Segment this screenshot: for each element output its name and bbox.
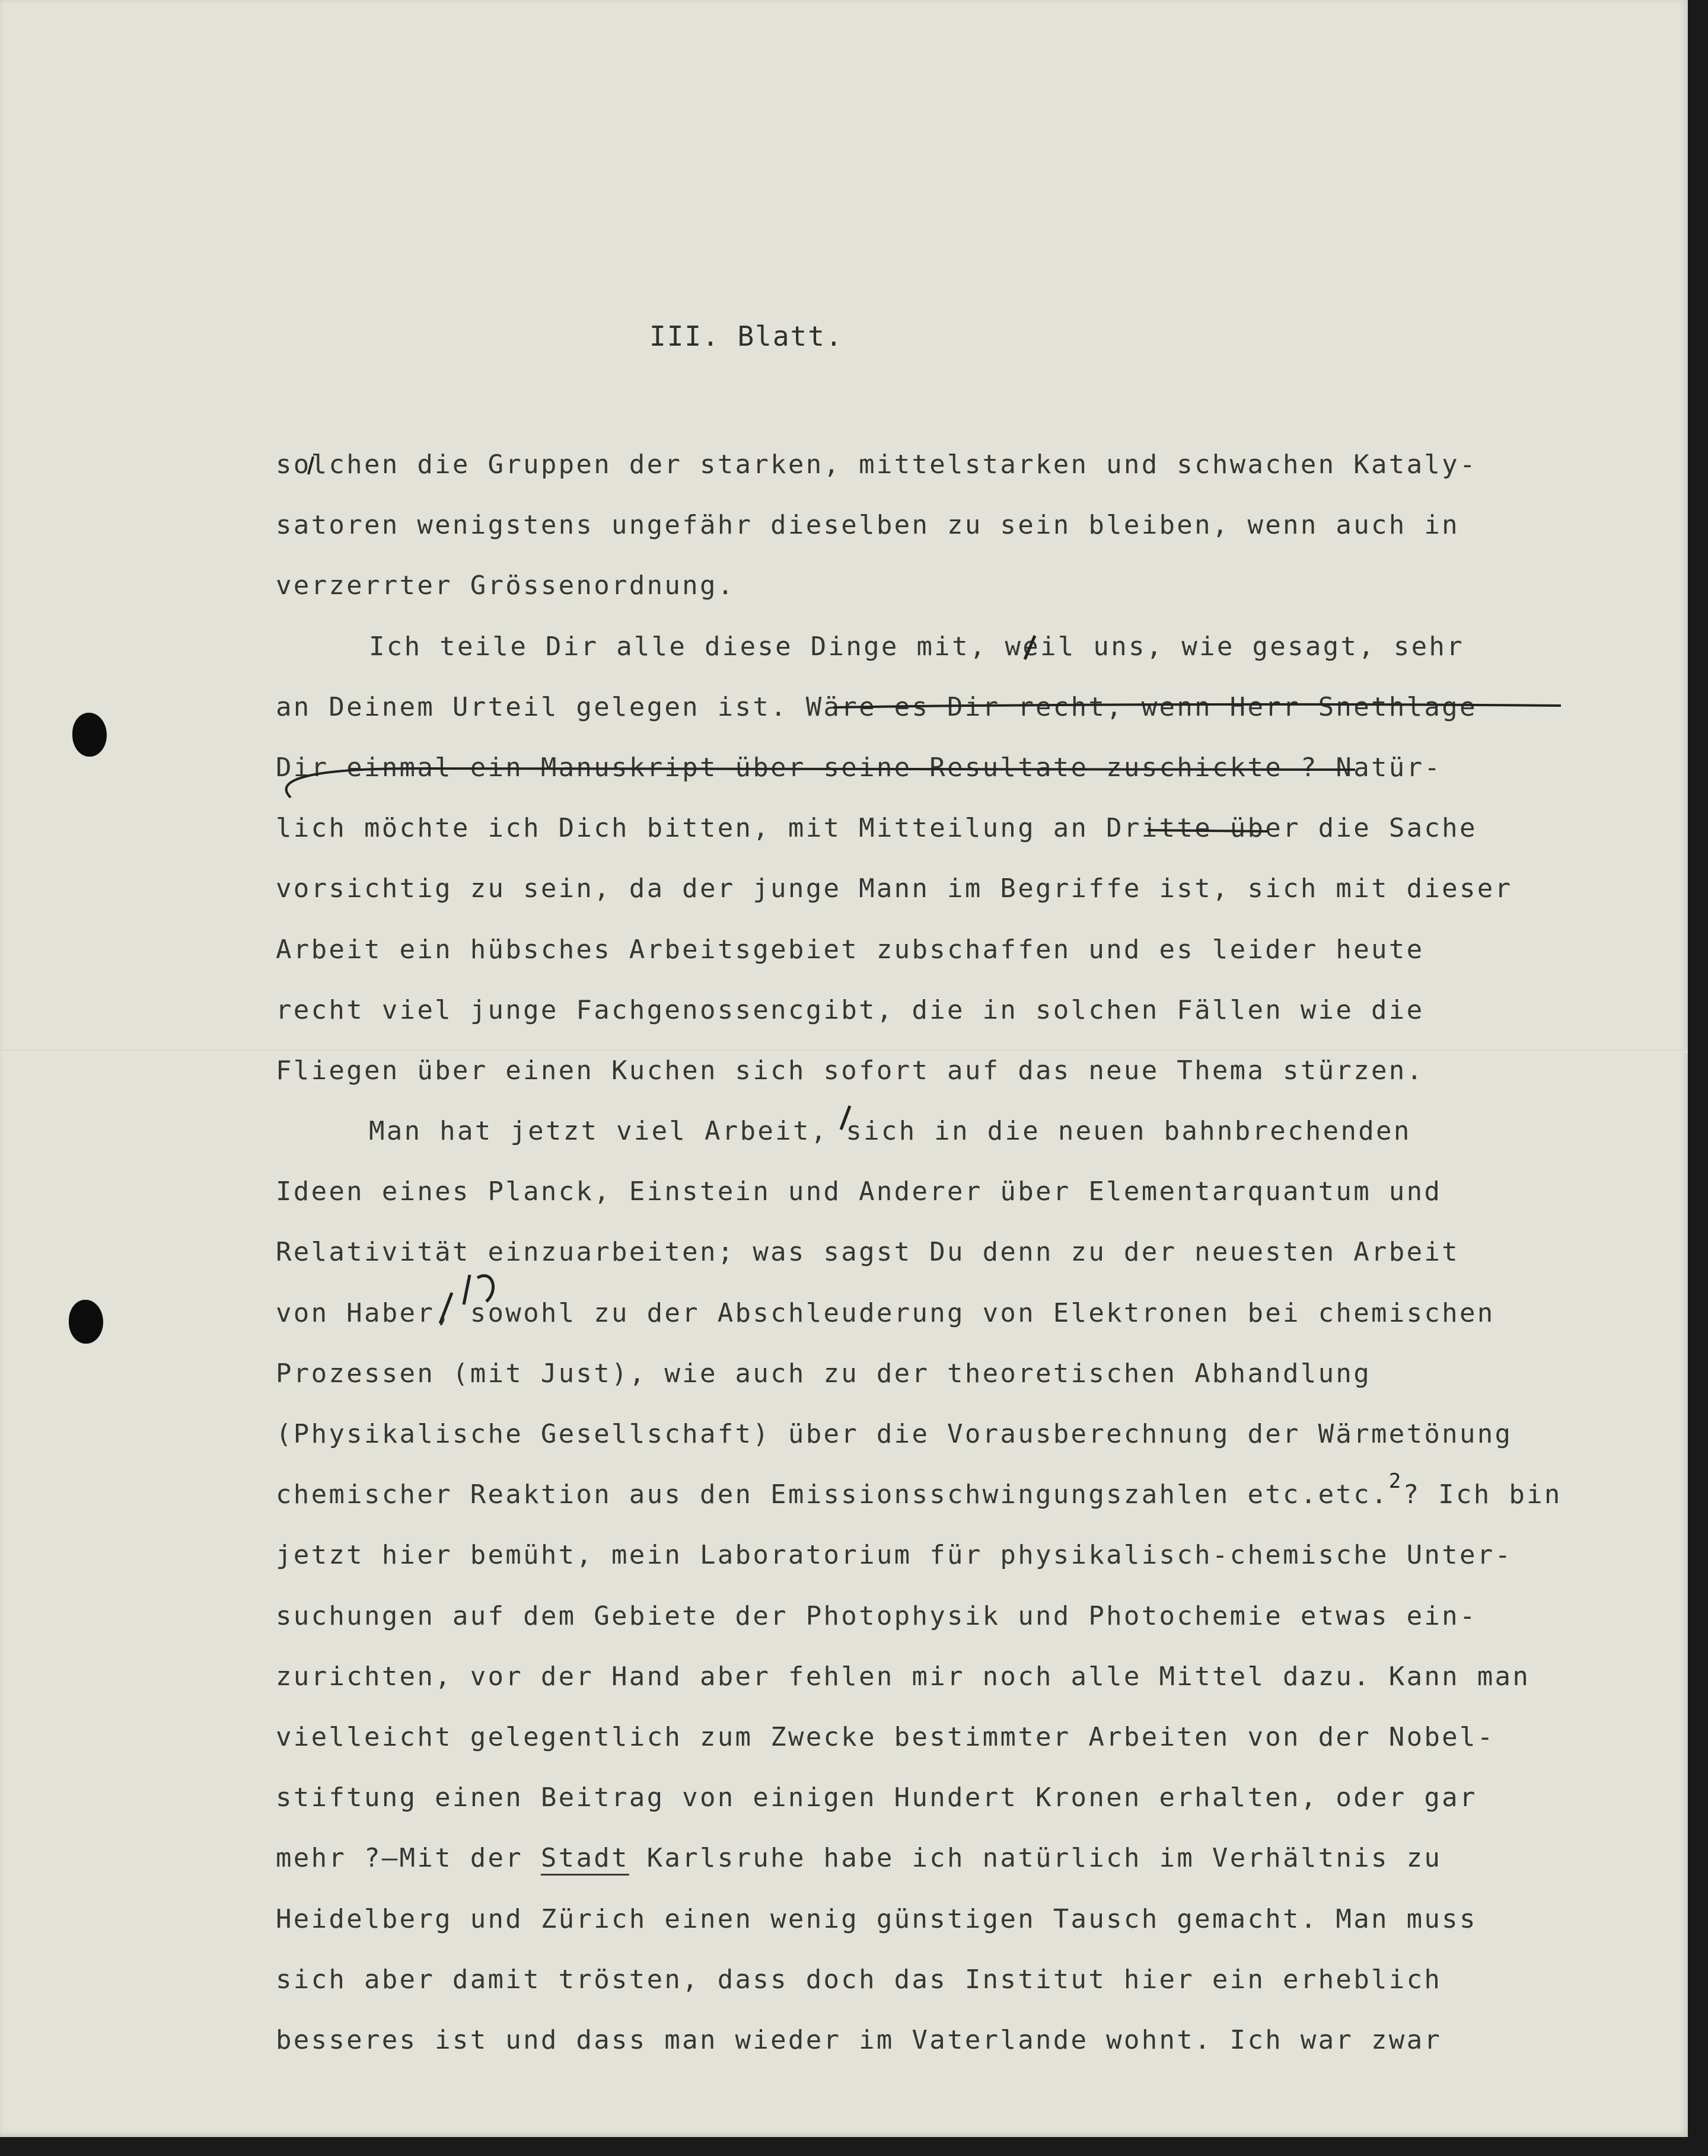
text-line: Arbeit ein hübsches Arbeitsgebiet zubschaffen und es leider heute bbox=[276, 934, 1425, 965]
text-line: verzerrter Grössenordnung. bbox=[276, 570, 735, 601]
text-segment: an Deinem Urteil gelegen ist. bbox=[276, 691, 788, 722]
text-line: Heidelberg und Zürich einen wenig günstigen Tausch gemacht. Man muss bbox=[276, 1903, 1477, 1934]
punch-hole-top bbox=[72, 713, 107, 757]
text-line: suchungen auf dem Gebiete der Photophysik und Photochemie etwas ein- bbox=[276, 1600, 1477, 1631]
text-segment: mehr ?—Mit der bbox=[276, 1843, 524, 1874]
text-line: (Physikalische Gesellschaft) über die Vorausberechnung der Wärmetönung bbox=[276, 1419, 1513, 1449]
text-line: Man hat jetzt viel Arbeit, sich in die neuen bahnbrechenden bbox=[369, 1116, 1411, 1147]
text-line: Prozessen (mit Just), wie auch zu der theoretischen Abhandlung bbox=[276, 1358, 1371, 1389]
text-segment: chemischer Reaktion aus den Emissionsschwingungszahlen etc.etc. bbox=[276, 1479, 1389, 1510]
text-line: sich aber damit trösten, dass doch das Institut hier ein erheblich bbox=[276, 1964, 1442, 1995]
text-line: Fliegen über einen Kuchen sich sofort auf das neue Thema stürzen. bbox=[276, 1055, 1425, 1086]
text-line: jetzt hier bemüht, mein Laboratorium für physikalisch-chemische Unter- bbox=[276, 1540, 1513, 1571]
text-segment: Natür- bbox=[1336, 752, 1442, 783]
typed-underlined-word: Stadt bbox=[540, 1843, 629, 1874]
text-line: von Haber, sowohl zu der Abschleuderung von Elektronen bei chemischen bbox=[276, 1297, 1495, 1328]
text-segment: über die Sache bbox=[1229, 813, 1477, 844]
text-line bbox=[276, 798, 1616, 859]
text-line bbox=[276, 1465, 1616, 1525]
text-line: stiftung einen Beitrag von einigen Hundert Kronen erhalten, oder gar bbox=[276, 1782, 1477, 1813]
text-line: Relativität einzuarbeiten; was sagst Du denn zu der neuesten Arbeit bbox=[276, 1237, 1460, 1268]
text-segment: ? Ich bin bbox=[1403, 1479, 1562, 1510]
text-line: zurichten, vor der Hand aber fehlen mir noch alle Mittel dazu. Kann man bbox=[276, 1661, 1531, 1692]
text-line bbox=[276, 738, 1616, 798]
pencil-underlined-word: Dritte bbox=[1106, 813, 1212, 844]
text-line: Ich teile Dir alle diese Dinge mit, weil uns, wie gesagt, sehr bbox=[369, 631, 1464, 662]
text-line: solchen die Gruppen der starken, mittelstarken und schwachen Kataly- bbox=[276, 449, 1477, 480]
text-line: Ideen eines Planck, Einstein und Anderer über Elementarquantum und bbox=[276, 1176, 1442, 1207]
text-line: vorsichtig zu sein, da der junge Mann im Begriffe ist, sich mit dieser bbox=[276, 873, 1513, 904]
pencil-footnote-mark: 2 bbox=[1388, 1469, 1403, 1494]
text-line: vielleicht gelegentlich zum Zwecke bestimmter Arbeiten von der Nobel- bbox=[276, 1721, 1495, 1752]
text-line: satoren wenigstens ungefähr dieselben zu sein bleiben, wenn auch in bbox=[276, 510, 1460, 541]
punch-hole-bottom bbox=[69, 1300, 103, 1344]
letter-body bbox=[276, 435, 1616, 2071]
text-line: recht viel junge Fachgenossencgibt, die in solchen Fällen wie die bbox=[276, 994, 1425, 1025]
text-segment: Karlsruhe habe ich natürlich im Verhältnis zu bbox=[646, 1843, 1442, 1874]
pencil-underlined-phrase: Dir einmal ein Manuskript über seine Resultate zuschickte ? bbox=[276, 752, 1318, 783]
text-line: besseres ist und dass man wieder im Vaterlande wohnt. Ich war zwar bbox=[276, 2024, 1442, 2055]
pencil-underlined-phrase: Wäre es Dir recht, wenn Herr Snethlage bbox=[805, 691, 1477, 722]
page-title: III. Blatt. bbox=[649, 320, 843, 352]
text-line bbox=[276, 677, 1616, 738]
text-segment: lich möchte ich Dich bitten, mit Mitteilung an bbox=[276, 813, 1089, 844]
text-line bbox=[276, 1828, 1616, 1889]
